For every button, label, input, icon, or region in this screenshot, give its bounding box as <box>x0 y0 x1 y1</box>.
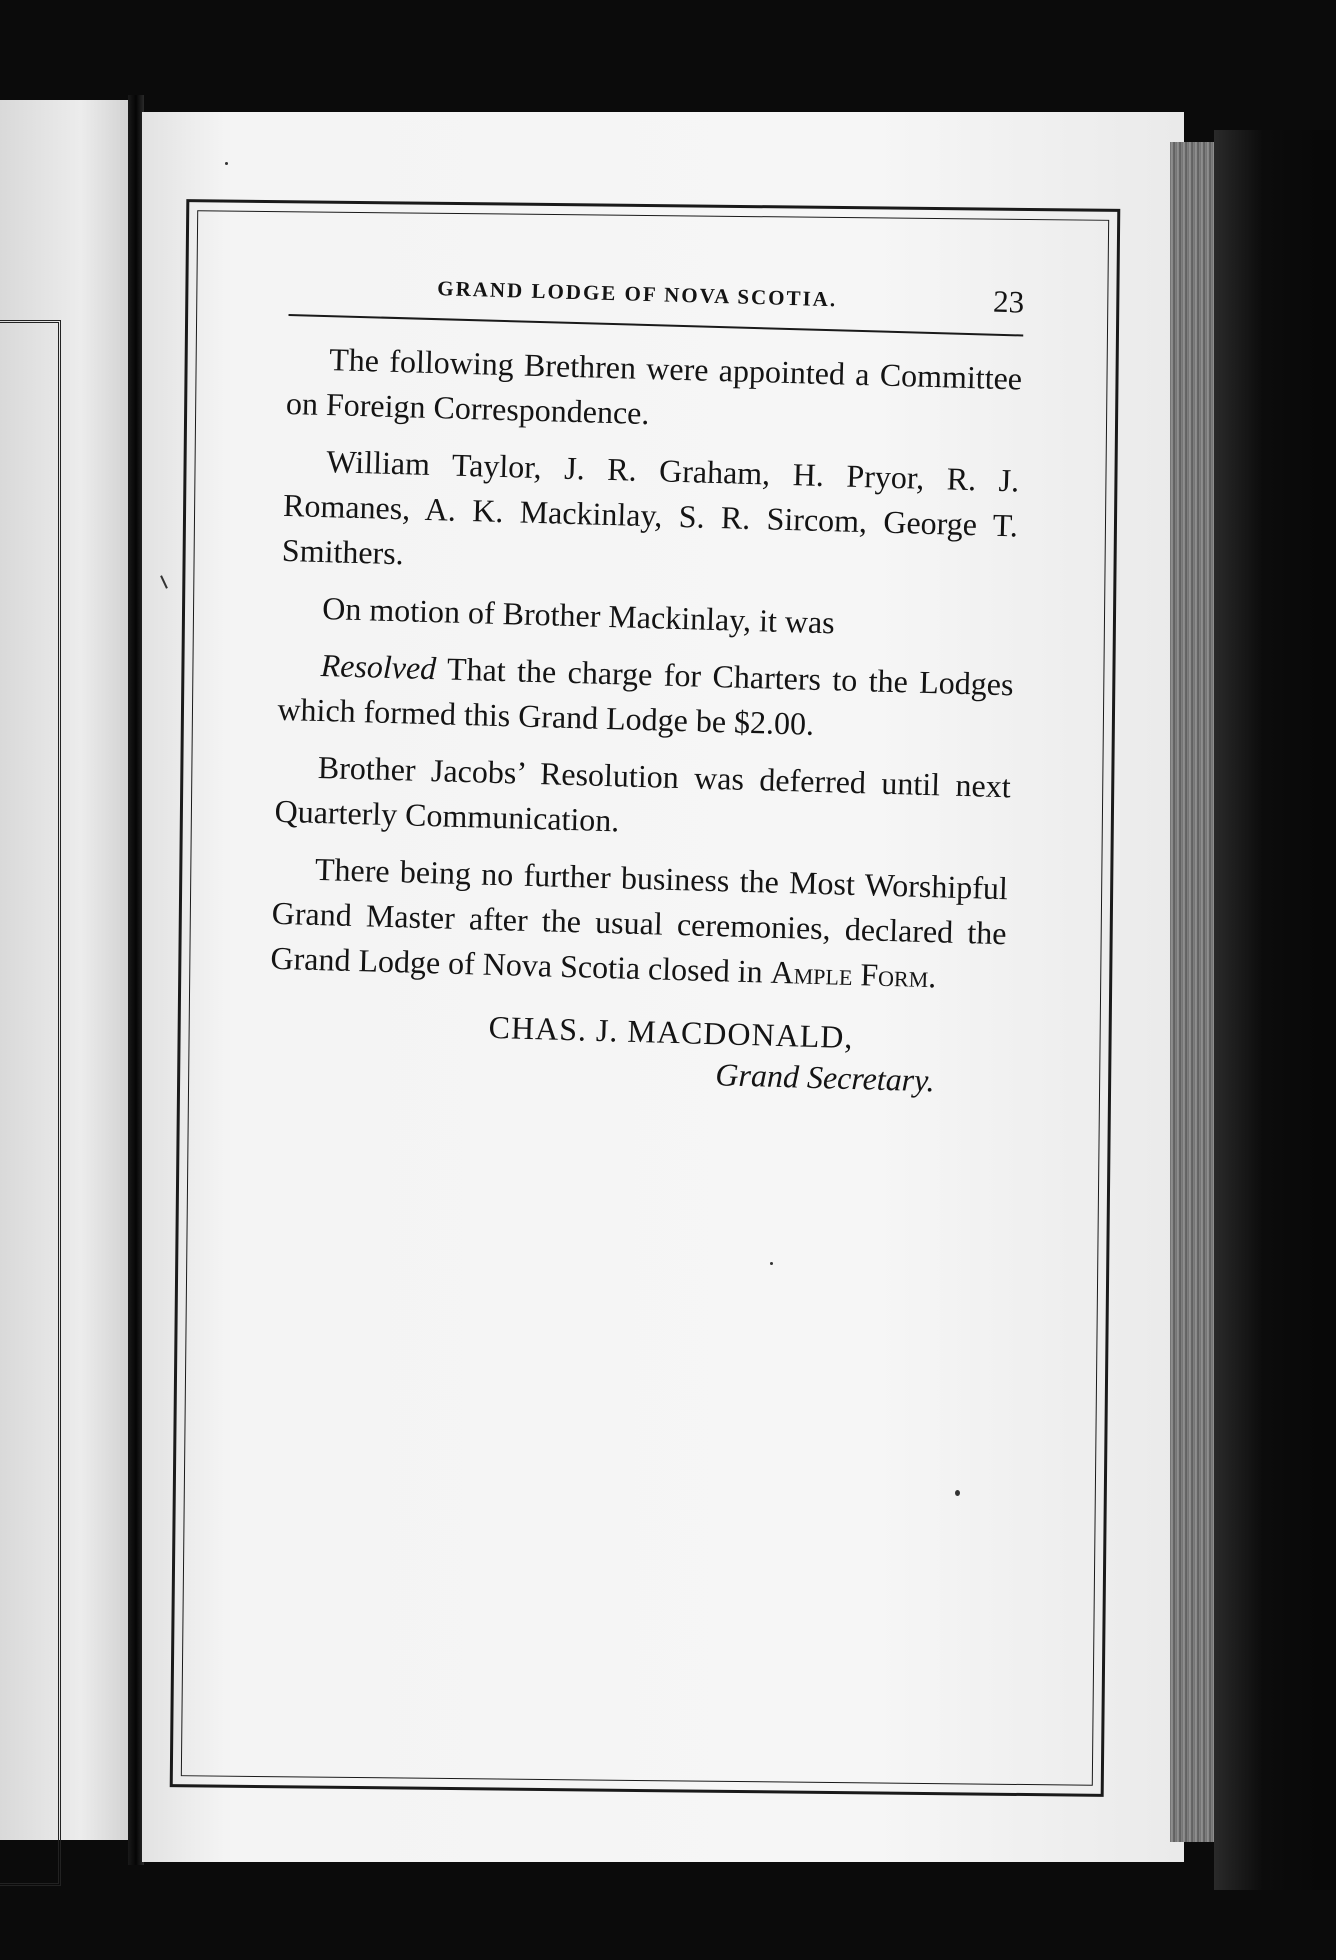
print-speck <box>770 1262 773 1265</box>
paragraph-closing <box>270 846 1008 1001</box>
closing-text: There being no further business the Most Worshipful Grand Master after the usual ceremonies, declared the Grand Lodge of Nova Scotia closed in <box>270 850 1009 990</box>
closing-period: . <box>927 958 937 995</box>
paragraph-committee: The following Brethren were appointed a Committee on Foreign Correspondence. <box>285 341 1023 432</box>
paragraph-deferred: Brother Jacobs’ Resolution was deferred until next Quarterly Communication. <box>274 748 1012 839</box>
signature-name: CHAS. J. MACDONALD, <box>488 1008 854 1056</box>
paragraph-committee-names: William Taylor, J. R. Graham, H. Pryor, R. J. Romanes, A. K. Mackinlay, S. R. Sircom, George T. Smithers. <box>281 443 1020 572</box>
left-page-edge <box>0 100 135 1840</box>
print-speck <box>955 1490 960 1496</box>
body-text <box>270 336 1023 1001</box>
resolved-label: Resolved <box>320 647 437 687</box>
ample-form: Ample Form <box>770 953 929 995</box>
resolved-text: That the charge for Charters to the Lodges which formed this Grand Lodge be $2.00. <box>277 650 1014 742</box>
paragraph-motion: On motion of Brother Mackinlay, it was <box>321 590 836 641</box>
page-stack-edges <box>1170 142 1214 1842</box>
print-speck <box>225 162 228 165</box>
page-stack-shadow <box>1214 130 1336 1890</box>
page-number: 23 <box>992 283 1025 320</box>
page-content <box>267 262 1025 1101</box>
paragraph-resolved <box>277 642 1014 752</box>
left-page-frame <box>0 320 61 1886</box>
signature-title: Grand Secretary. <box>714 1056 936 1099</box>
running-head-title: GRAND LODGE OF NOVA SCOTIA. <box>436 276 838 312</box>
